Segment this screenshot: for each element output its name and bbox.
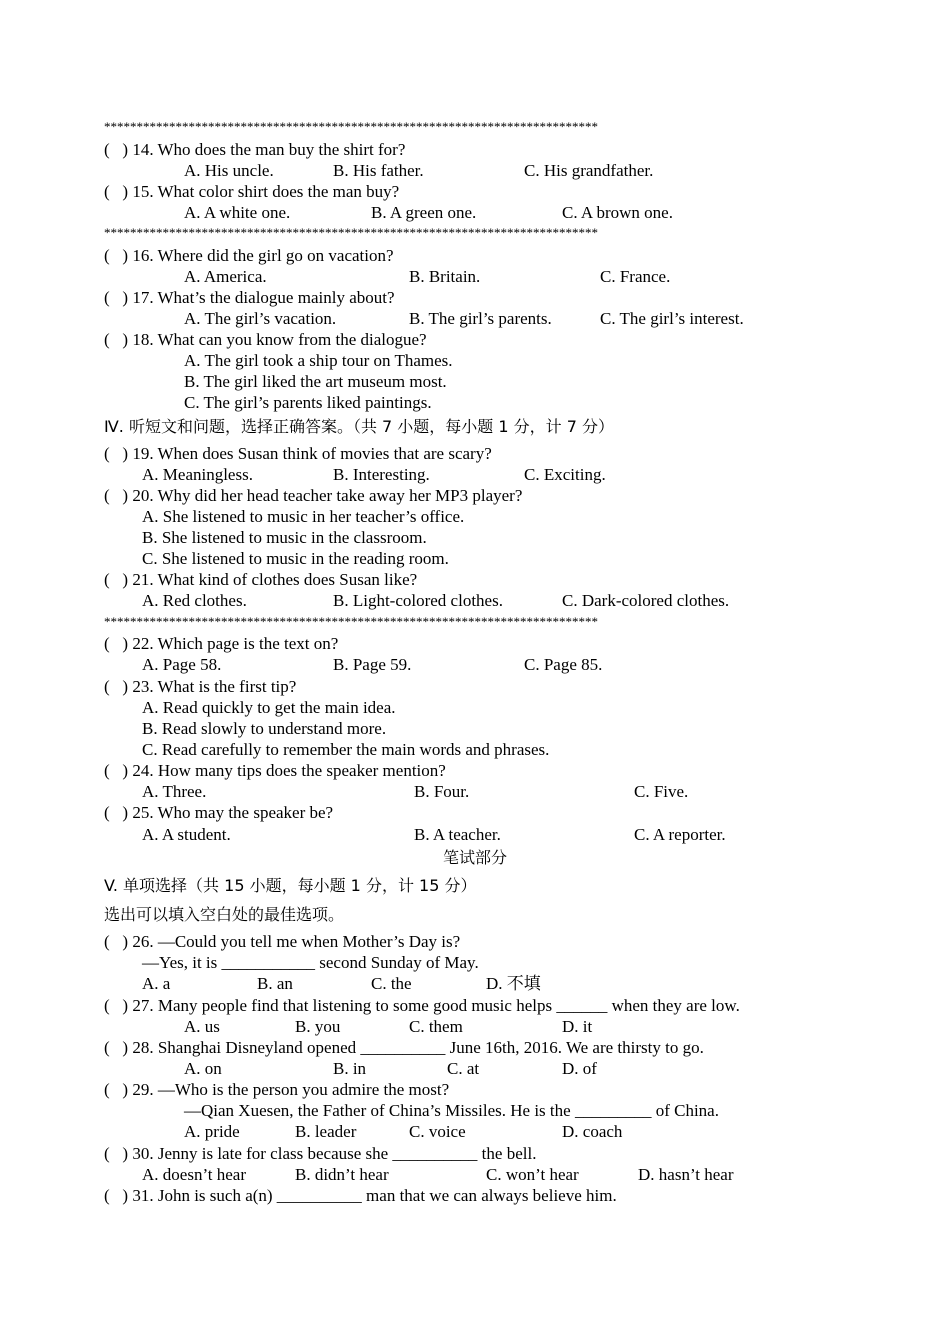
q26-option-c: C. the	[371, 974, 412, 993]
question-26: ( ) 26. —Could you tell me when Mother’s Day is?	[104, 932, 461, 951]
q24-option-a: A. Three.	[142, 782, 207, 801]
q21-option-b: B. Light-colored clothes.	[333, 591, 503, 610]
q23-option-a: A. Read quickly to get the main idea.	[142, 698, 396, 717]
question-31: ( ) 31. John is such a(n) __________ man that we can always believe him.	[104, 1186, 617, 1205]
q30-option-d: D. hasn’t hear	[638, 1165, 734, 1184]
q14-option-a: A. His uncle.	[184, 161, 274, 180]
q25-option-a: A. A student.	[142, 825, 231, 844]
q15-option-c: C. A brown one.	[562, 203, 673, 222]
separator-line: ****************************************************************************	[104, 615, 598, 629]
separator-line: ****************************************************************************	[104, 120, 598, 134]
q16-option-c: C. France.	[600, 267, 671, 286]
q30-option-c: C. won’t hear	[486, 1165, 579, 1184]
q26-option-d: D. 不填	[486, 974, 541, 993]
question-24: ( ) 24. How many tips does the speaker mention?	[104, 761, 446, 780]
question-27: ( ) 27. Many people find that listening to some good music helps ______ when they are low.	[104, 996, 740, 1015]
q25-option-c: C. A reporter.	[634, 825, 726, 844]
question-28: ( ) 28. Shanghai Disneyland opened __________ June 16th, 2016. We are thirsty to go.	[104, 1038, 704, 1057]
q25-option-b: B. A teacher.	[414, 825, 501, 844]
q18-option-a: A. The girl took a ship tour on Thames.	[184, 351, 453, 370]
q28-option-d: D. of	[562, 1059, 597, 1078]
q16-option-b: B. Britain.	[409, 267, 481, 286]
question-18: ( ) 18. What can you know from the dialogue?	[104, 330, 427, 349]
q14-option-b: B. His father.	[333, 161, 424, 180]
q29-option-d: D. coach	[562, 1122, 623, 1141]
q15-option-a: A. A white one.	[184, 203, 291, 222]
q27-option-c: C. them	[409, 1017, 463, 1036]
section-4-heading: Ⅳ. 听短文和问题，选择正确答案。（共 7 小题，每小题 1 分，计 7 分）	[104, 417, 614, 436]
q26-option-b: B. an	[257, 974, 293, 993]
question-20: ( ) 20. Why did her head teacher take away her MP3 player?	[104, 486, 523, 505]
q26-stem-line-2: —Yes, it is ___________ second Sunday of May.	[142, 953, 479, 972]
q23-option-c: C. Read carefully to remember the main words and phrases.	[142, 740, 550, 759]
q27-option-a: A. us	[184, 1017, 220, 1036]
q29-option-b: B. leader	[295, 1122, 357, 1141]
q23-option-b: B. Read slowly to understand more.	[142, 719, 387, 738]
q27-option-d: D. it	[562, 1017, 593, 1036]
question-19: ( ) 19. When does Susan think of movies that are scary?	[104, 444, 492, 463]
written-part-heading: 笔试部分	[442, 848, 507, 867]
q18-option-c: C. The girl’s parents liked paintings.	[184, 393, 432, 412]
q19-option-c: C. Exciting.	[524, 465, 606, 484]
q15-option-b: B. A green one.	[371, 203, 477, 222]
q14-option-c: C. His grandfather.	[524, 161, 654, 180]
q20-option-b: B. She listened to music in the classroom.	[142, 528, 427, 547]
q29-option-a: A. pride	[184, 1122, 240, 1141]
question-21: ( ) 21. What kind of clothes does Susan like?	[104, 570, 418, 589]
question-16: ( ) 16. Where did the girl go on vacation?	[104, 246, 394, 265]
q19-option-b: B. Interesting.	[333, 465, 430, 484]
q27-option-b: B. you	[295, 1017, 341, 1036]
q22-option-a: A. Page 58.	[142, 655, 222, 674]
question-23: ( ) 23. What is the first tip?	[104, 677, 297, 696]
question-14: ( ) 14. Who does the man buy the shirt for?	[104, 140, 406, 159]
question-22: ( ) 22. Which page is the text on?	[104, 634, 339, 653]
question-15: ( ) 15. What color shirt does the man buy?	[104, 182, 400, 201]
q18-option-b: B. The girl liked the art museum most.	[184, 372, 447, 391]
q24-option-c: C. Five.	[634, 782, 689, 801]
question-17: ( ) 17. What’s the dialogue mainly about?	[104, 288, 395, 307]
q17-option-c: C. The girl’s interest.	[600, 309, 744, 328]
section-5-instruction: 选出可以填入空白处的最佳选项。	[104, 905, 345, 924]
q22-option-c: C. Page 85.	[524, 655, 603, 674]
q21-option-c: C. Dark-colored clothes.	[562, 591, 730, 610]
q19-option-a: A. Meaningless.	[142, 465, 253, 484]
q26-option-a: A. a	[142, 974, 171, 993]
q28-option-c: C. at	[447, 1059, 480, 1078]
q17-option-a: A. The girl’s vacation.	[184, 309, 337, 328]
q20-option-c: C. She listened to music in the reading room.	[142, 549, 449, 568]
q29-stem-line-2: —Qian Xuesen, the Father of China’s Missiles. He is the _________ of China.	[184, 1101, 719, 1120]
q20-option-a: A. She listened to music in her teacher’s office.	[142, 507, 465, 526]
q22-option-b: B. Page 59.	[333, 655, 412, 674]
q28-option-a: A. on	[184, 1059, 222, 1078]
question-30: ( ) 30. Jenny is late for class because she __________ the bell.	[104, 1144, 537, 1163]
question-29: ( ) 29. —Who is the person you admire the most?	[104, 1080, 450, 1099]
section-5-heading: V. 单项选择（共 15 小题，每小题 1 分，计 15 分）	[104, 876, 477, 895]
q17-option-b: B. The girl’s parents.	[409, 309, 552, 328]
q21-option-a: A. Red clothes.	[142, 591, 247, 610]
question-25: ( ) 25. Who may the speaker be?	[104, 803, 334, 822]
q16-option-a: A. America.	[184, 267, 267, 286]
q28-option-b: B. in	[333, 1059, 367, 1078]
q24-option-b: B. Four.	[414, 782, 470, 801]
q30-option-a: A. doesn’t hear	[142, 1165, 247, 1184]
separator-line: ****************************************************************************	[104, 226, 598, 240]
q30-option-b: B. didn’t hear	[295, 1165, 389, 1184]
q29-option-c: C. voice	[409, 1122, 466, 1141]
